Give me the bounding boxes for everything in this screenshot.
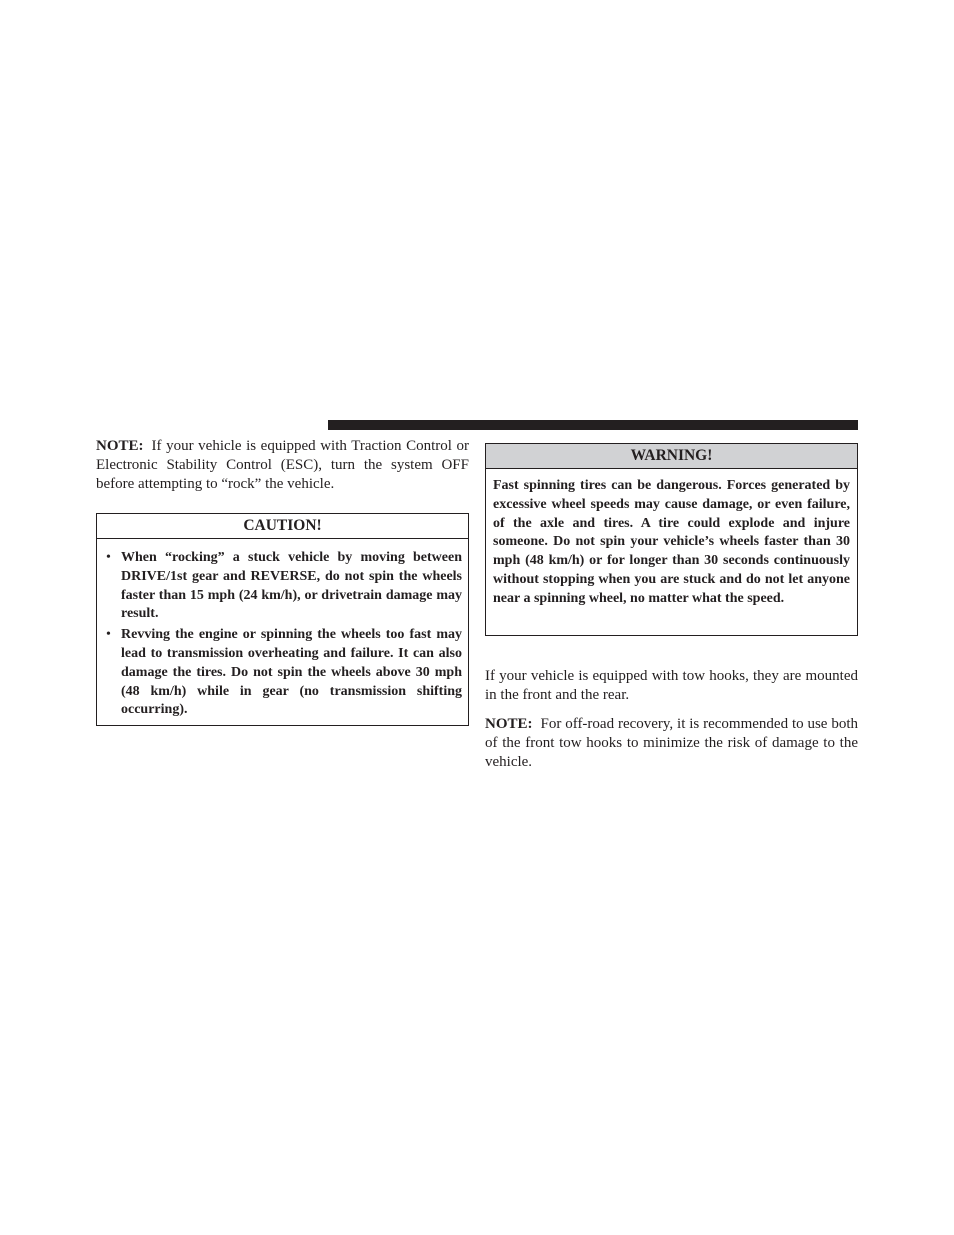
caution-list <box>97 539 468 720</box>
note-text: If your vehicle is equipped with Traction Control or Electronic Stability Control (ESC), turn the system OFF before attempting to “rock” the vehicle. <box>96 438 469 492</box>
caution-box <box>96 513 469 726</box>
caution-item <box>106 626 462 720</box>
warning-box <box>485 443 858 636</box>
off-road-recovery-note <box>485 715 858 772</box>
left-column <box>96 437 469 726</box>
bullet-icon: • <box>106 550 111 565</box>
note-label: NOTE: <box>96 438 144 454</box>
traction-control-note <box>96 437 469 494</box>
caution-item-text: Revving the engine or spinning the wheels too fast may lead to transmission overheating and failure. It can also damage the tires. Do not spin the wheels above 30 mph (48 km/h) while in gear (no transmission shifting occurring). <box>121 627 462 718</box>
warning-title: WARNING! <box>486 444 857 469</box>
note-label: NOTE: <box>485 716 533 732</box>
tow-hooks-paragraph: If your vehicle is equipped with tow hooks, they are mounted in the front and the rear. <box>485 668 858 703</box>
caution-item <box>106 549 462 624</box>
bullet-icon: • <box>106 627 111 643</box>
caution-item-text: When “rocking” a stuck vehicle by moving between DRIVE/1st gear and REVERSE, do not spin the wheels faster than 15 mph (24 km/h), or drivetrain damage may result. <box>121 550 462 622</box>
warning-text: Fast spinning tires can be dangerous. Forces generated by excessive wheel speeds may cause damage, or even failure, of the axle and tires. A tire could explode and injure someone. Do not spin your vehicle’s wheels faster than 30 mph (48 km/h) or for longer than 30 seconds continuously without stopping when you are stuck and do not let anyone near a spinning wheel, no matter what the speed. <box>493 478 850 606</box>
section-header-bar <box>328 420 858 430</box>
caution-title: CAUTION! <box>97 514 468 539</box>
right-column <box>485 443 858 772</box>
note-text: For off-road recovery, it is recommended to use both of the front tow hooks to minimize the risk of damage to the vehicle. <box>485 716 858 770</box>
